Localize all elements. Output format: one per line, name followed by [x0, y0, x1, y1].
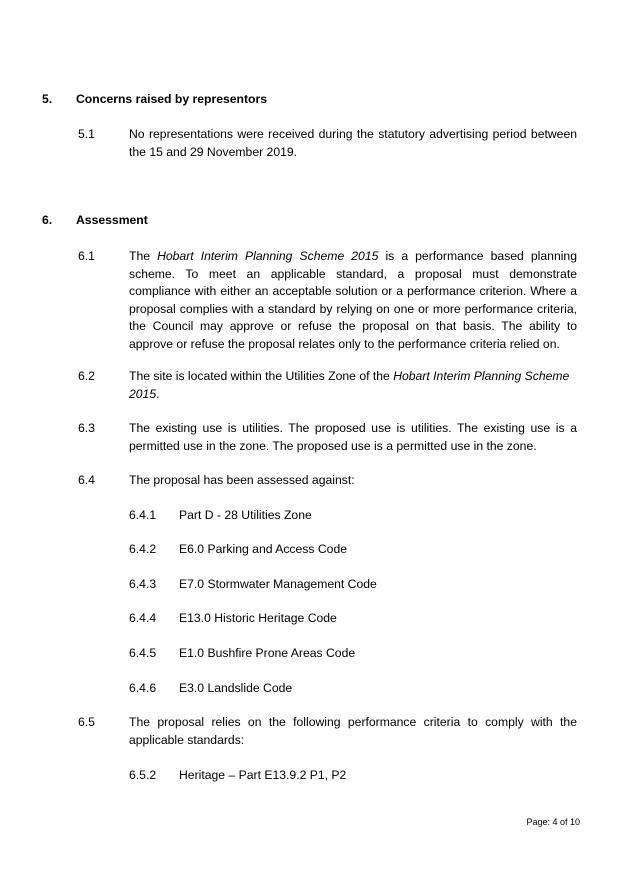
subitem-number: 6.4.4: [129, 611, 157, 625]
item-6-3-text: The existing use is utilities. The proposed use is utilities. The existing use is a permitted use in the zone. The proposed use is a permitted use in the zone.: [129, 421, 577, 453]
subitem-text: E7.0 Stormwater Management Code: [179, 577, 377, 591]
subitem-number: 6.4.1: [129, 508, 157, 522]
scheme-name-italic: Hobart Interim Planning Scheme 2015: [157, 249, 379, 263]
item-6-1-post: is a performance based planning scheme. To meet an applicable standard, a proposal must demonstrate compliance with either an acceptable solution or a performance criterion. Where a proposal complies with a standard by relying on one or more performance criteria, the Council may approve or refuse the proposal on that basis. The ability to approve or refuse the proposal relates only to the performance criteria relied on.: [129, 249, 577, 351]
item-6-4-number: 6.4: [78, 473, 95, 487]
item-6-1-text: [129, 248, 577, 353]
item-5-1-number: 5.1: [78, 127, 95, 141]
section-6-number: 6.: [42, 213, 53, 227]
subitem-text: E6.0 Parking and Access Code: [179, 542, 348, 556]
item-6-4-text: The proposal has been assessed against:: [129, 473, 355, 487]
item-6-2-text: [129, 368, 577, 403]
section-5-number: 5.: [42, 92, 53, 106]
subitem-number: 6.4.2: [129, 542, 157, 556]
scheme-name-italic: Hobart Interim Planning Scheme 2015: [129, 369, 570, 401]
subitem-text: E3.0 Landslide Code: [179, 681, 293, 695]
item-6-2-number: 6.2: [78, 369, 95, 383]
section-6-title: Assessment: [76, 213, 148, 227]
subitem-number: 6.4.5: [129, 646, 157, 660]
subitem-number: 6.4.3: [129, 577, 157, 591]
subitem-text: Heritage – Part E13.9.2 P1, P2: [179, 768, 347, 782]
item-5-1-text: No representations were received during the statutory advertising period between the 15 and 29 November 2019.: [129, 127, 577, 159]
item-6-3-number: 6.3: [78, 421, 95, 435]
section-5-title: Concerns raised by representors: [76, 92, 268, 106]
subitem-text: Part D - 28 Utilities Zone: [179, 508, 312, 522]
subitem-text: E13.0 Historic Heritage Code: [179, 611, 337, 625]
item-6-1-pre: The: [129, 249, 158, 263]
subitem-number: 6.5.2: [129, 768, 157, 782]
subitem-number: 6.4.6: [129, 681, 157, 695]
page-number-footer: Page: 4 of 10: [526, 817, 580, 827]
item-6-5-number: 6.5: [78, 715, 95, 729]
subitem-text: E1.0 Bushfire Prone Areas Code: [179, 646, 356, 660]
item-6-2-pre: The site is located within the Utilities Zone of the: [129, 369, 394, 383]
item-6-2-post: .: [156, 386, 160, 401]
item-6-5-text: The proposal relies on the following performance criteria to comply with the applicable standards:: [129, 715, 577, 747]
item-6-1-number: 6.1: [78, 249, 95, 263]
